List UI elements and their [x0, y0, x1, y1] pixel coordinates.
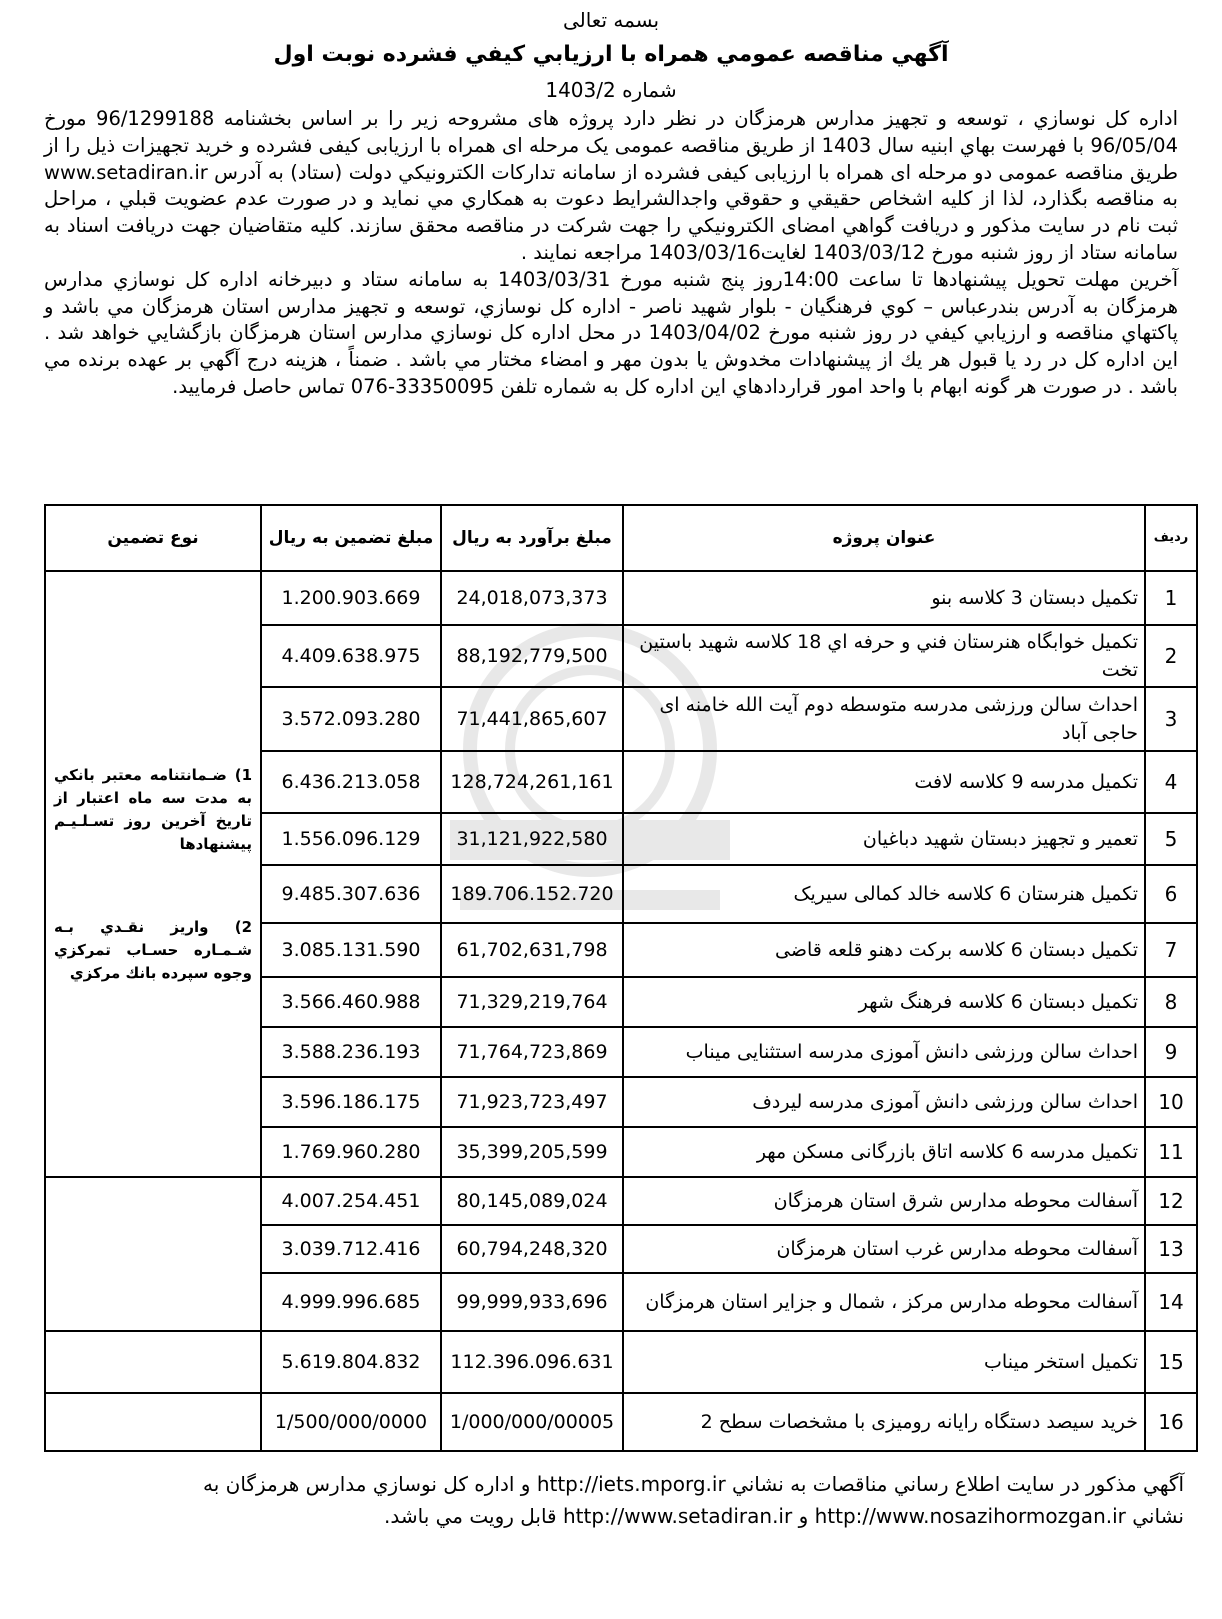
table-row [45, 1331, 1197, 1393]
header-row-number: ردیف [1145, 505, 1197, 571]
guarantee-amount: 4.999.996.685 [261, 1273, 441, 1331]
row-number: 1 [1145, 571, 1197, 625]
project-title: تکمیل مدرسه 9 کلاسه لافت [623, 751, 1145, 813]
estimate-amount: 61,702,631,798 [441, 923, 623, 977]
guarantee-amount: 3.085.131.590 [261, 923, 441, 977]
footer-line-1 [44, 1468, 1184, 1500]
estimate-amount: 35,399,205,599 [441, 1127, 623, 1177]
guarantee-amount: 3.596.186.175 [261, 1077, 441, 1127]
footer-text-2: و اداره كل نوسازي مدارس هرمزگان به [203, 1472, 531, 1496]
table-row [45, 1393, 1197, 1451]
projects-table [44, 504, 1198, 1452]
estimate-amount: 71,329,219,764 [441, 977, 623, 1027]
row-number: 9 [1145, 1027, 1197, 1077]
footer-and: و [798, 1504, 809, 1528]
guarantee-amount: 4.007.254.451 [261, 1177, 441, 1225]
project-title: تکمیل دبستان 6 کلاسه فرهنگ شهر [623, 977, 1145, 1027]
estimate-amount: 31,121,922,580 [441, 813, 623, 865]
intro-paragraph-2: آخرين مهلت تحويل پيشنهادها تا ساعت 14:00روز پنج شنبه مورخ 1403/03/31 به سامانه ستاد و دبيرخانه اداره كل نوسازي مدارس هرمزگان به آدرس بندرعباس – كوي فرهنگيان - بلوار شهيد ناصر - اداره كل نوسازي، توسعه و تجهيز مدارس استان هرمزگان مي باشد و پاكتهاي مناقصه و ارزيابي كيفي در روز شنبه مورخ 1403/04/02 در محل اداره كل نوسازي مدارس استان هرمزگان بازگشايي خواهد شد . اين اداره كل در رد يا قبول هر يك از پيشنهادات مخدوش يا بدون مهر و امضاء مختار مي باشد . ضمناً ، هزينه درج آگهي بر عهده برنده مي باشد . در صورت هر گونه ابهام با واحد امور قراردادهاي اين اداره كل به شماره تلفن 33350095-076 تماس حاصل فرمایید. [44, 267, 1178, 398]
estimate-amount: 189.706.152.720 [441, 865, 623, 923]
table-row [45, 571, 1197, 625]
footer-text-3: نشاني [1132, 1504, 1184, 1528]
notice-number: شماره 1403/2 [545, 78, 677, 102]
estimate-amount: 71,764,723,869 [441, 1027, 623, 1077]
guarantee-amount: 3.039.712.416 [261, 1225, 441, 1273]
header-guarantee-amount: مبلغ تضمین به ريال [261, 505, 441, 571]
guarantee-amount: 6.436.213.058 [261, 751, 441, 813]
basmala: بسمه تعالی [562, 8, 660, 32]
row-number: 11 [1145, 1127, 1197, 1177]
project-title: تکمیل مدرسه 6 کلاسه اتاق بازرگانی مسکن مهر [623, 1127, 1145, 1177]
guarantee-type-empty [45, 1177, 261, 1331]
row-number: 2 [1145, 625, 1197, 687]
guarantee-amount: 5.619.804.832 [261, 1331, 441, 1393]
project-title: تكميل خوابگاه هنرستان فني و حرفه اي 18 كلاسه شهيد باستين تخت [623, 625, 1145, 687]
row-number: 6 [1145, 865, 1197, 923]
project-title: تکمیل استخر میناب [623, 1331, 1145, 1393]
row-number: 3 [1145, 687, 1197, 751]
estimate-amount: 80,145,089,024 [441, 1177, 623, 1225]
estimate-amount: 24,018,073,373 [441, 571, 623, 625]
page-title: آگهي مناقصه عمومي همراه با ارزيابي كيفي فشرده نوبت اول [273, 42, 949, 67]
guarantee-type-empty [45, 1393, 261, 1451]
project-title: تکمیل هنرستان 6 کلاسه خالد کمالی سیریک [623, 865, 1145, 923]
estimate-amount: 99,999,933,696 [441, 1273, 623, 1331]
project-title: احداث سالن ورزشی دانش آموزی مدرسه لیردف [623, 1077, 1145, 1127]
guarantee-amount: 3.572.093.280 [261, 687, 441, 751]
estimate-amount: 60,794,248,320 [441, 1225, 623, 1273]
guarantee-type-empty [45, 1331, 261, 1393]
guarantee-amount: 1.769.960.280 [261, 1127, 441, 1177]
estimate-amount: 88,192,779,500 [441, 625, 623, 687]
footer-text-1: آگهي مذكور در سايت اطلاع رساني مناقصات به نشاني [732, 1472, 1184, 1496]
guarantee-amount: 9.485.307.636 [261, 865, 441, 923]
row-number: 14 [1145, 1273, 1197, 1331]
table-header-row [45, 505, 1197, 571]
estimate-amount: 128,724,261,161 [441, 751, 623, 813]
project-title: تعمیر و تجهیز دبستان شهید دباغیان [623, 813, 1145, 865]
row-number: 12 [1145, 1177, 1197, 1225]
guarantee-amount: 3.566.460.988 [261, 977, 441, 1027]
row-number: 13 [1145, 1225, 1197, 1273]
header-project-title: عنوان پروژه [623, 505, 1145, 571]
setadiran-link[interactable]: http://www.setadiran.ir [562, 1504, 793, 1528]
estimate-amount: 1/000/000/00005 [441, 1393, 623, 1451]
row-number: 4 [1145, 751, 1197, 813]
intro-text [44, 106, 1178, 401]
footer-text-4: قابل رويت مي باشد. [384, 1504, 557, 1528]
project-title: احداث سالن ورزشی دانش آموزی مدرسه استثنایی میناب [623, 1027, 1145, 1077]
footer-text [44, 1468, 1184, 1532]
row-number: 7 [1145, 923, 1197, 977]
guarantee-type-cell [45, 571, 261, 1177]
estimate-amount: 71,923,723,497 [441, 1077, 623, 1127]
header-guarantee-type: نوع تضمين [45, 505, 261, 571]
row-number: 16 [1145, 1393, 1197, 1451]
row-number: 5 [1145, 813, 1197, 865]
project-title: آسفالت محوطه مدارس شرق استان هرمزگان [623, 1177, 1145, 1225]
row-number: 15 [1145, 1331, 1197, 1393]
iets-link[interactable]: http://iets.mporg.ir [536, 1472, 726, 1496]
guarantee-option-2: 2) واريز نقـدي بـه شـمـاره حسـاب تمركزي وجوه سپرده بانك مركزي [54, 917, 252, 982]
guarantee-amount: 3.588.236.193 [261, 1027, 441, 1077]
guarantee-option-1: 1) ضـمانتنامه معتبر بانكي به مدت سه ماه اعتبار از تاريخ آخرين روز تسـلـيـم پيشنهادها [54, 765, 252, 853]
row-number: 10 [1145, 1077, 1197, 1127]
intro-paragraph-1: اداره كل نوسازي ، توسعه و تجهيز مدارس هرمزگان در نظر دارد پروژه های مشروحه زیر را بر اساس بخشنامه 96/1299188 مورخ 96/05/04 با فهرست بهاي ابنيه سال 1403 از طریق مناقصه عمومی یک مرحله ای همراه با ارزیابی کیفی فشرده و خرید تجهیزات ذیل را از طریق مناقصه عمومی دو مرحله ای همراه با ارزیابی کیفی فشرده از سامانه تداركات الكترونيكي دولت (ستاد) به آدرس www.setadiran.ir به مناقصه بگذارد، لذا از كليه اشخاص حقيقي و حقوقي واجدالشرايط دعوت به همكاري مي نمايد و در صورت عدم عضويت قبلي ، مراحل ثبت نام در سايت مذكور و دريافت گواهي امضای الكترونيكي را جهت شركت در مناقصه محقق سازند. كليه متقاضيان جهت دريافت اسناد به سامانه ستاد از روز شنبه مورخ 1403/03/12 لغايت1403/03/16 مراجعه نمايند . [44, 107, 1178, 264]
header-estimate: مبلغ برآورد به ريال [441, 505, 623, 571]
project-title: آسفالت محوطه مدارس غرب استان هرمزگان [623, 1225, 1145, 1273]
guarantee-amount: 4.409.638.975 [261, 625, 441, 687]
guarantee-amount: 1.200.903.669 [261, 571, 441, 625]
nosazi-link[interactable]: http://www.nosazihormozgan.ir [814, 1504, 1126, 1528]
table-row [45, 1177, 1197, 1225]
project-title: احداث سالن ورزشی مدرسه متوسطه دوم آیت الله خامنه ای حاجی آباد [623, 687, 1145, 751]
project-title: آسفالت محوطه مدارس مرکز ، شمال و جزایر استان هرمزگان [623, 1273, 1145, 1331]
estimate-amount: 71,441,865,607 [441, 687, 623, 751]
guarantee-amount: 1/500/000/0000 [261, 1393, 441, 1451]
project-title: خرید سیصد دستگاه رایانه رومیزی با مشخصات سطح 2 [623, 1393, 1145, 1451]
project-title: تکمیل دبستان 6 کلاسه برکت دهنو قلعه قاضی [623, 923, 1145, 977]
project-title: تكميل دبستان 3 كلاسه بنو [623, 571, 1145, 625]
row-number: 8 [1145, 977, 1197, 1027]
estimate-amount: 112.396.096.631 [441, 1331, 623, 1393]
footer-line-2 [44, 1500, 1184, 1532]
guarantee-amount: 1.556.096.129 [261, 813, 441, 865]
